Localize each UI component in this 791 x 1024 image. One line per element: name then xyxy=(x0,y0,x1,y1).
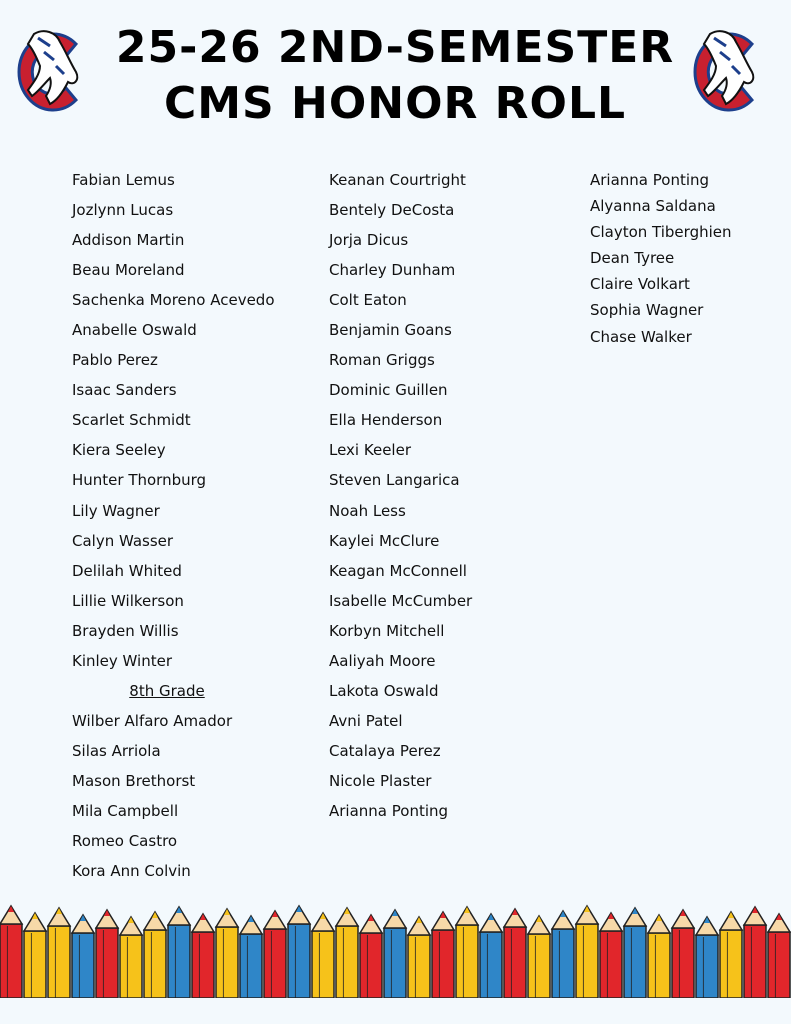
pencil-icon xyxy=(768,914,790,998)
pencil-icon xyxy=(672,910,694,998)
pencil-icon xyxy=(216,909,238,998)
pencil-icon xyxy=(624,908,646,998)
title-line-2: CMS HONOR ROLL xyxy=(163,78,627,129)
list-item: Romeo Castro xyxy=(72,832,178,851)
list-item: Keanan Courtright xyxy=(329,171,466,189)
pencil-icon xyxy=(120,917,142,998)
pencil-icon xyxy=(0,906,22,998)
list-item: Chase Walker xyxy=(590,327,692,346)
list-item: Kinley Winter xyxy=(72,651,173,670)
list-item: Brayden Willis xyxy=(72,621,179,640)
list-item: Beau Moreland xyxy=(72,261,185,280)
pencil-icon xyxy=(24,913,46,998)
list-item: Bentely DeCosta xyxy=(329,201,455,220)
pencil-icon xyxy=(480,914,502,998)
pencil-icon xyxy=(720,912,742,998)
pencil-icon xyxy=(360,915,382,998)
pencil-icon xyxy=(648,915,670,998)
list-item: Lillie Wilkerson xyxy=(72,591,184,610)
list-item: Aaliyah Moore xyxy=(329,651,436,670)
pencil-icon xyxy=(696,917,718,998)
mustang-logo-icon xyxy=(686,26,766,118)
list-item: Noah Less xyxy=(329,501,406,520)
list-item: Kora Ann Colvin xyxy=(72,862,191,881)
list-item: Lakota Oswald xyxy=(329,681,439,700)
page-title xyxy=(95,20,695,132)
pencil-icon xyxy=(72,915,94,998)
list-item: Mason Brethorst xyxy=(72,771,196,790)
list-item: Claire Volkart xyxy=(590,275,690,294)
list-item: Sachenka Moreno Acevedo xyxy=(72,291,275,310)
pencil-icon xyxy=(288,906,310,998)
pencil-icon xyxy=(744,907,766,998)
list-item: Benjamin Goans xyxy=(329,321,452,340)
title-line-1: 25-26 2ND-SEMESTER xyxy=(115,22,675,73)
name-column-2 xyxy=(329,168,569,829)
list-item: Lily Wagner xyxy=(72,501,160,520)
list-item: Arianna Ponting xyxy=(590,171,710,189)
list-item: Silas Arriola xyxy=(72,741,161,760)
list-item: Lexi Keeler xyxy=(329,441,411,460)
list-item: Steven Langarica xyxy=(329,471,460,490)
list-item: Colt Eaton xyxy=(329,291,407,310)
name-column-1 xyxy=(72,168,302,889)
list-item: Nicole Plaster xyxy=(329,771,432,790)
pencil-icon xyxy=(96,910,118,998)
list-item: Delilah Whited xyxy=(72,561,182,580)
list-item: Ella Henderson xyxy=(329,411,443,430)
pencil-icon xyxy=(240,916,262,998)
list-item: Sophia Wagner xyxy=(590,301,704,320)
pencil-icon xyxy=(144,912,166,998)
pencil-icon xyxy=(168,907,190,998)
list-item: Keagan McConnell xyxy=(329,561,467,580)
pencil-border xyxy=(0,888,791,998)
list-item: Pablo Perez xyxy=(72,351,158,370)
list-item: Roman Griggs xyxy=(329,351,435,370)
list-item: Jozlynn Lucas xyxy=(72,201,174,220)
list-item: Dean Tyree xyxy=(590,249,675,268)
list-item: Clayton Tiberghien xyxy=(590,223,732,242)
list-item: Dominic Guillen xyxy=(329,381,448,400)
pencil-icon xyxy=(408,917,430,998)
list-item: Isabelle McCumber xyxy=(329,591,473,610)
list-item: Isaac Sanders xyxy=(72,381,177,400)
pencil-icon xyxy=(456,907,478,998)
pencil-icon xyxy=(264,911,286,998)
pencil-icon xyxy=(504,909,526,998)
pencil-icon xyxy=(432,912,454,998)
pencil-icon xyxy=(552,911,574,998)
pencil-icon xyxy=(192,914,214,998)
list-item: Alyanna Saldana xyxy=(590,197,716,216)
list-item: Addison Martin xyxy=(72,231,185,250)
pencil-icon xyxy=(384,910,406,998)
list-item: Catalaya Perez xyxy=(329,741,441,760)
list-item: Hunter Thornburg xyxy=(72,471,207,490)
list-item: Anabelle Oswald xyxy=(72,321,197,340)
pencil-icon xyxy=(48,908,70,998)
list-item: Charley Dunham xyxy=(329,261,456,280)
list-item: Avni Patel xyxy=(329,711,403,730)
pencil-icon xyxy=(336,908,358,998)
list-item: Kaylei McClure xyxy=(329,531,440,550)
list-item: Scarlet Schmidt xyxy=(72,411,191,430)
pencil-icon xyxy=(576,906,598,998)
list-item: Mila Campbell xyxy=(72,801,179,820)
list-item: Korbyn Mitchell xyxy=(329,621,445,640)
pencil-icon xyxy=(528,916,550,998)
mustang-logo-icon xyxy=(10,26,90,118)
pencil-icon xyxy=(600,913,622,998)
list-item: Arianna Ponting xyxy=(329,801,449,820)
list-item: Jorja Dicus xyxy=(329,231,409,250)
pencil-icon xyxy=(312,913,334,998)
list-item: Fabian Lemus xyxy=(72,171,175,189)
list-item: Wilber Alfaro Amador xyxy=(72,711,233,730)
name-column-3 xyxy=(590,168,780,351)
list-item: Kiera Seeley xyxy=(72,441,166,460)
grade-heading: 8th Grade xyxy=(129,681,205,700)
list-item: Calyn Wasser xyxy=(72,531,174,550)
